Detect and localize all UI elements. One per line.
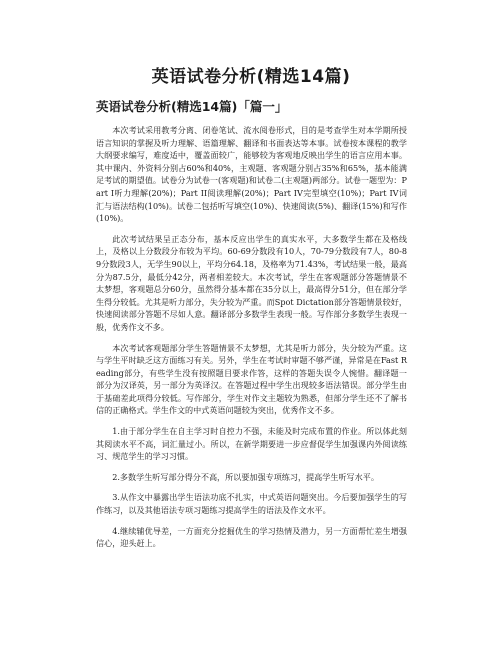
document-title: 英语试卷分析(精选14篇) — [151, 67, 351, 87]
paragraph-item-2: 2.多数学生听写部分得分不高，所以要加强专项练习，提高学生听写水平。 — [112, 471, 379, 482]
paragraph-intro: 本次考试采用教考分离、闭卷笔试、流水阅卷形式，目的是考查学生对本学期所授语言知识的掌握及听力理解、语篇理解、翻译和书面表达等本事。试卷按本课程的教学大纲要求编写，难度适中，覆盖面较广，能够较为客观地反映出学生的语言应用本事。其中课内、外资料分别占60%和40%，主观题、客观题分别占35%和65%，基本能满足考试的期望值。试卷分为试卷一(客观题)和试卷二(主观题)两部分。试卷一题型为：Part I听力理解(20%)；Part II阅读理解(20%)；Part IV完型填空(10%)；Part IV词汇与语法结构(10%)。试卷二包括听写填空(10%)、快速阅读(5%)、翻译(15%)和写作(10%)。 — [96, 125, 407, 224]
paragraph-item-1: 1.由于部分学生在自主学习时自控力不强，未能及时完成布置的作业。所以体此刻其阅读水平不高，词汇量过小。所以，在新学期要进一步应督促学生加强课内外阅读练习、规范学生的学习习惯。 — [96, 426, 407, 462]
section-heading: 英语试卷分析(精选14篇)「篇一」 — [96, 99, 288, 114]
paragraph-item-4: 4.继续辅优导差，一方面充分挖掘优生的学习热情及潜力，另一方面帮忙差生增强信心，迎头赶上。 — [96, 525, 407, 549]
document-body — [96, 124, 407, 558]
paragraph-item-3: 3.从作文中暴露出学生语法功底不扎实，中式英语问题突出。今后要加强学生的写作练习，以及其他语法专项习题练习提高学生的语法及作文水平。 — [96, 492, 407, 516]
paragraph-results: 此次考试结果呈正态分布，基本反应出学生的真实水平，大多数学生都在及格线上，及格以上分数段分布较为平均。60-69分数段有10人，70-79分数段有7人，80-89分数段3人，无学生90以上，平均分64.18，及格率为71.43%，考试结果一般，最高分为87.5分，最低分42分，两者相差较大。本次考试，学生在客观题部分答题情景不太梦想，客观题总分60分，虽然得分基本都在35分以上，最高得分51分，但在部分学生得分较低。尤其是听力部分，失分较为严重。而Spot Dictation部分答题情景较好，快速阅读部分答题不尽如人意。翻译部分多数学生表现一般。写作部分多数学生表现一般，优秀作文不多。 — [96, 233, 407, 332]
paragraph-analysis: 本次考试客观题部分学生答题情景不太梦想，尤其是听力部分，失分较为严重。这与学生平时缺乏这方面练习有关。另外，学生在考试时审题不够严谨，异常是在Fast Reading部分，有些学生没有按照题目要求作答，这样的答题失误令人惋惜。翻译题一部分为汉译英，另一部分为英译汉。在答题过程中学生出现较多语法错误。部分学生由于基础差此项得分较低。写作部分，学生对作文主题较为熟悉，但部分学生还不了解书信的正确格式。学生作文的中式英语问题较为突出，优秀作文不多。 — [96, 342, 407, 416]
